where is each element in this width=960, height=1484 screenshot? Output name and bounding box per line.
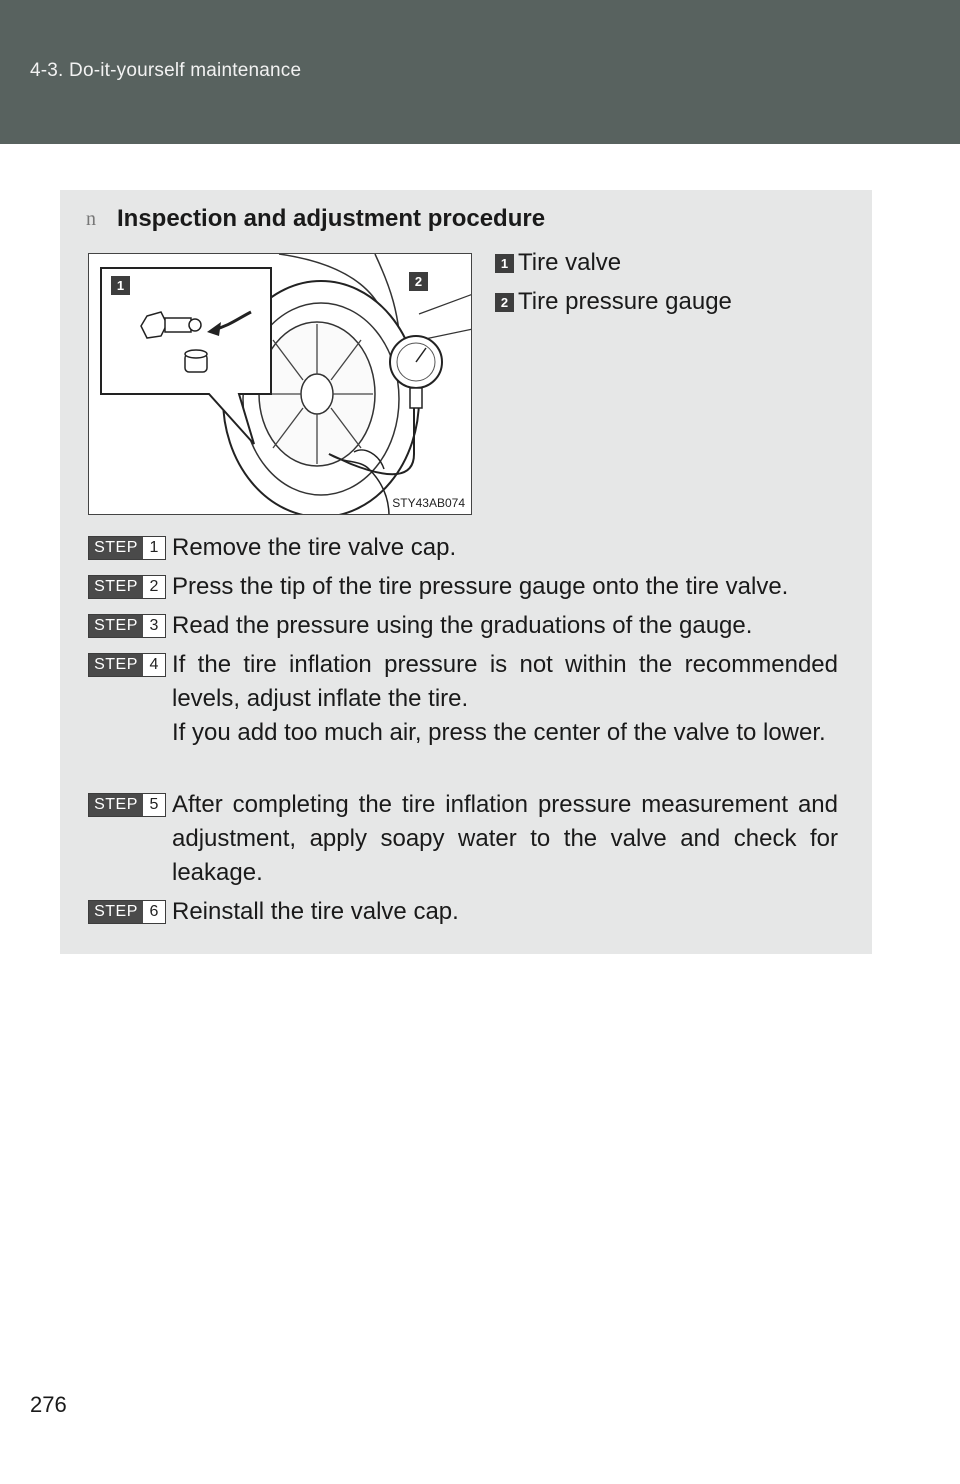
step-number: 2: [143, 576, 165, 598]
step-text: After completing the tire inflation pressure measurement and adjustment, apply soapy water to the valve and check for leakage.: [172, 791, 838, 886]
step-text: Reinstall the tire valve cap.: [172, 898, 459, 925]
step-label: STEP: [89, 654, 143, 676]
step-badge: [88, 536, 166, 560]
step-text: Remove the tire valve cap.: [172, 534, 457, 561]
step-text-line: If the tire inflation pressure is not within the recommended levels, adjust inflate the tire.: [172, 651, 838, 712]
step-badge: [88, 614, 166, 638]
step-number: 1: [143, 537, 165, 559]
legend-number-1-icon: 1: [495, 254, 514, 273]
step-label: STEP: [89, 615, 143, 637]
figure-code: STY43AB074: [392, 496, 465, 510]
legend-number-2-icon: 2: [495, 293, 514, 312]
step-text: [172, 648, 838, 750]
step-number: 3: [143, 615, 165, 637]
legend-item-tire-valve: [495, 248, 621, 278]
section-breadcrumb: 4-3. Do-it-yourself maintenance: [30, 60, 302, 81]
page-header: [0, 0, 960, 144]
step-text: Read the pressure using the graduations of the gauge.: [172, 612, 753, 639]
legend-label: Tire valve: [518, 249, 622, 276]
legend-item-pressure-gauge: [495, 287, 732, 317]
tire-pressure-illustration: [88, 253, 472, 515]
step-label: STEP: [89, 794, 143, 816]
step-label: STEP: [89, 537, 143, 559]
step-badge: [88, 653, 166, 677]
step-badge: [88, 793, 166, 817]
step-label: STEP: [89, 901, 143, 923]
section-bullet-icon: n: [86, 208, 96, 230]
legend-label: Tire pressure gauge: [518, 288, 732, 315]
tire-illustration-svg: [89, 254, 472, 515]
step-badge: [88, 900, 166, 924]
step-number: 4: [143, 654, 165, 676]
step-text-line: If you add too much air, press the center of the valve to lower.: [172, 719, 826, 746]
callout-2-icon: 2: [409, 272, 428, 291]
step-text: Press the tip of the tire pressure gauge onto the tire valve.: [172, 573, 789, 600]
step-number: 5: [143, 794, 165, 816]
section-title: Inspection and adjustment procedure: [117, 205, 546, 232]
page-number: 276: [30, 1392, 67, 1417]
callout-1-icon: 1: [111, 276, 130, 295]
step-number: 6: [143, 901, 165, 923]
step-badge: [88, 575, 166, 599]
step-label: STEP: [89, 576, 143, 598]
